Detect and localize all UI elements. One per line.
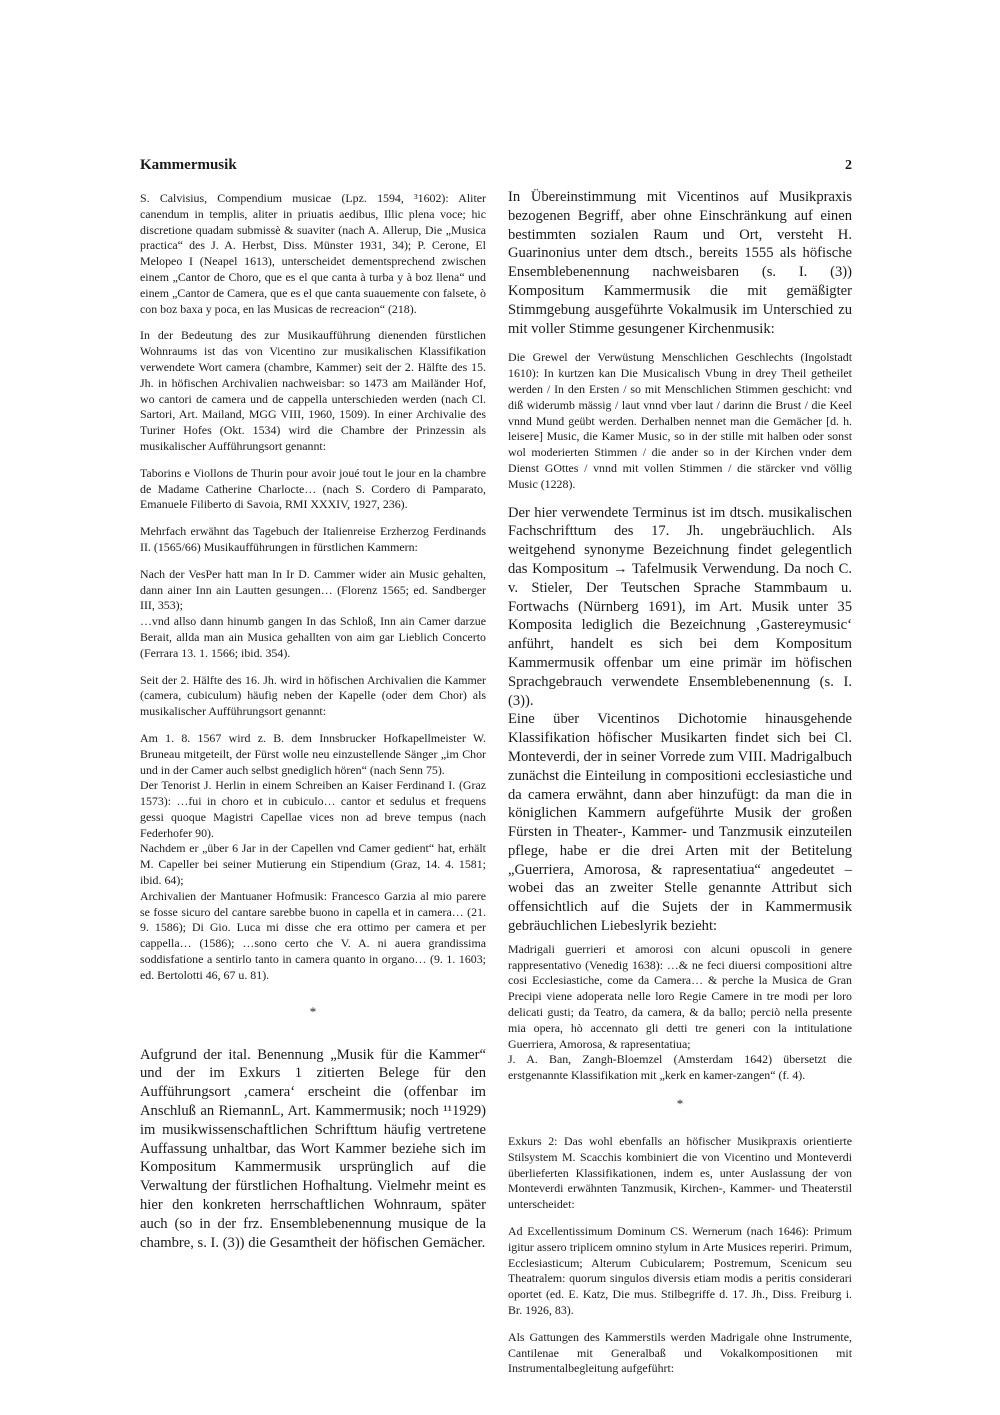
paragraph-camera-meaning: In der Bedeutung des zur Musikaufführung dienenden fürstlichen Wohnraums ist das von Vicentino zur musikalischen Klassifikation verwendete Wort camera (chambre, Kammer) seit der 2. Hälfte des 15. Jh. in höfischen Archivalien nachweisbar: so 1473 am Mailänder Hof, wo cantori de camera und de cappella unterschieden werden (nach Cl. Sartori, Art. Mailand, MGG VIII, 1960, 1509). In einer Archivalie des Turiner Hofes (Okt. 1534) wird die Chambre der Prinzessin als musikalischer Aufführungsort genannt: — [140, 328, 486, 453]
section-divider: * — [309, 1003, 317, 1019]
paragraph-terminus: Der hier verwendete Terminus ist im dtsch. musikalischen Fachschrifttum des 17. Jh. ungebräuchlich. Als weitgehend synonyme Bezeichnung findet gelegentlich das Kompositum → Tafelmusik Verwendung. Da noch C. v. Stieler, Der Teutschen Sprache Stammbaum u. Fortwachs (Nürnberg 1691), im Art. Musik unter 35 Komposita lediglich die Bezeichnung ‚Gastereymusic‘ anführt, handelt es sich bei dem Kompositum Kammermusik offenbar um eine primär im höfischen Sprachgebrauch verwendete Ensemblebenennung (s. I. (3)). — [508, 504, 852, 709]
quote-florenz: Nach der VesPer hatt man In Ir D. Cammer wider ain Music gehalten, dann ainer Inn ain Lautten gesungen… (Florenz 1565; ed. Sandberger III, 353); — [140, 566, 486, 613]
quote-bruneau: Am 1. 8. 1567 wird z. B. dem Innsbrucker Hofkapellmeister W. Bruneau mitgeteilt, der Fürst wolle neu einzustellende Sänger „im Chor und in der Camer auch selbst gnediglich hören“ (nach Senn 75). — [140, 730, 486, 777]
section-divider: * — [676, 1096, 684, 1112]
paragraph-gattungen: Als Gattungen des Kammerstils werden Madrigale ohne Instrumente, Cantilenae mit Generalbaß und Vokalkompositionen mit Instrumentalbegleitung aufgeführt: — [508, 1329, 852, 1376]
running-title: Kammermusik — [140, 157, 237, 173]
right-column — [508, 188, 852, 1377]
quote-ban: J. A. Ban, Zangh-Bloemzel (Amsterdam 1642) übersetzt die erstgenannte Klassifikation mit „kerk en kamer-zangen“ (f. 4). — [508, 1052, 852, 1083]
paragraph-guarinonius: In Übereinstimmung mit Vicentinos auf Musikpraxis bezogenen Begriff, aber ohne Einschränkung auf einen bestimmten sozialen Raum und Ort, versteht H. Guarinonius unter dem dtsch., bereits 1555 als höfische Ensemblebenennung nachweisbaren (s. I. (3)) Kompositum Kammermusik die mit gemäßigter Stimmgebung ausgeführte Vokalmusik im Unterschied zu mit voller Stimme gesungener Kirchenmusik: — [508, 189, 852, 337]
paragraph-kammer-kapelle: Seit der 2. Hälfte des 16. Jh. wird in höfischen Archivalien die Kammer (camera, cubiculum) häufig neben der Kapelle (oder dem Chor) als musikalischer Aufführungsort genannt: — [140, 672, 486, 719]
quote-grewel: Die Grewel der Verwüstung Menschlichen Geschlechts (Ingolstadt 1610): In kurtzen kan Die Musicalisch Vbung in drey Theil getheilet werden / In den Ersten / so mit Menschlichen Stimmen geschicht: vnd diß widerumb mässig / laut vnnd vber laut / darinn die Brust / die Keel vnnd Mund geübt werden. Derhalben nennet man die Gemächer [d. h. leisere] Music, die Kamer Music, so in der stille mit halben oder sonst wol moderierten Stimmen / die ander so in der Kirchen vnder dem Dienst GOttes / vnnd mit vollen Stimmen / die stärcker vnd völlig Music (1228). — [508, 350, 852, 491]
paragraph-exkurs-2: Exkurs 2: Das wohl ebenfalls an höfischer Musikpraxis orientierte Stilsystem M. Scacchis kombiniert die von Vicentino und Monteverdi überlieferten Klassifikationen, indem es, unter Auslassung der von Monteverdi erwähnten Tanzmusik, Kirchen-, Kammer- und Theaterstil unterscheidet: — [508, 1134, 852, 1212]
paragraph-monteverdi: Eine über Vicentinos Dichotomie hinausgehende Klassifikation höfischer Musikarten findet sich bei Cl. Monteverdi, der in seiner Vorrede zum VIII. Madrigalbuch zunächst die Einteilung in compositioni ecclesiastiche und da camera erwähnt, dann aber hinzufügt: da man die in königlichen Kammern aufgeführte Musik der großen Fürsten in Theater-, Kammer- und Tanzmusik einzuteilen pflege, habe er die drei Arten mit der Betitelung „Guerriera, Amorosa, & rapresentatiua“ angedeutet – wobei das an zweiter Stelle genannte Attribut sich offensichtlich auf die Sujets der in Kammermusik gebräuchlichen Liebeslyrik bezieht: — [508, 711, 852, 935]
left-column — [140, 191, 486, 1252]
quote-madrigali: Madrigali guerrieri et amorosi con alcuni opuscoli in genere rappresentativo (Venedig 1638): …& ne feci diuersi compositioni altre cosi Ecclesiastiche, come da Camera… & perche la Musica de Gran Precipi viene adoperata nelle loro Regie Camere in tre modi per loro delicati gusti; da Teatro, da camera, & da ballo; perciò nella presente mia opera, hò accennato gli detti tre generi con la intitulatione Guerriera, Amorosa, & rapresentatiua; — [508, 941, 852, 1051]
quote-ferrara: …vnd allso dann hinumb gangen In das Schloß, Inn ain Camer darzue Berait, allda man ain Musica gehallten von aim gar Lieblich Concerto (Ferrara 13. 1. 1566; ibid. 354). — [140, 614, 486, 660]
quote-capeller: Nachdem er „über 6 Jar in der Capellen vnd Camer gedient“ hat, erhält M. Capeller bei seiner Mutierung ein Stipendium (Graz, 14. 4. 1581; ibid. 64); — [140, 841, 486, 888]
quote-herlin: Der Tenorist J. Herlin in einem Schreiben an Kaiser Ferdinand I. (Graz 1573): …fui in choro et in cubiculo… cantor et sedulus et frequens gessi quoque Magistri Capellae vices non ad breve tempus (nach Federhofer 90). — [140, 778, 486, 840]
page-number: 2 — [845, 158, 852, 173]
paragraph-aufgrund: Aufgrund der ital. Benennung „Musik für die Kammer“ und der im Exkurs 1 zitierten Belege für den Aufführungsort ‚camera‘ erscheint die (offenbar im Anschluß an RiemannL, Art. Kammermusik; noch ¹¹1929) im musikwissenschaftlichen Schrifttum häufig vertretene Auffassung unhaltbar, das Wort Kammer beziehe sich im Kompositum Kammermusik ursprünglich auf die Verwaltung der fürstlichen Hofhaltung. Vielmehr meint es hier den konkreten herrschaftlichen Wohnraum, später auch (so in der frz. Ensemblebenennung musique de la chambre, s. I. (3)) die Gesamtheit der höfischen Gemächer. — [140, 1046, 486, 1251]
quote-scacchi: Ad Excellentissimum Dominum CS. Wernerum (nach 1646): Primum igitur assero triplicem omnino stylum in Arte Musices reperiri. Primum, Ecclesiasticum; Alterum Cubicularem; Postremum, Scenicum seu Theatralem: quorum singulos diversis etiam modis a peritis considerari oportet (ed. E. Katz, Die mus. Stilbegriffe d. 17. Jh., Diss. Freiburg i. Br. 1926, 83). — [508, 1224, 852, 1318]
quote-mantua: Archivalien der Mantuaner Hofmusik: Francesco Garzia al mio parere se fosse sicuro del cantare sarebbe buono in capella et in camera… (21. 9. 1586); Di Gio. Luca mi disse che era ottimo per camera et per cappella… (1586); …sono certo che V. A. ni auera grandissima soddisfatione a sentirlo tanto in camera quanto in organo… (9. 1. 1603; ed. Bertolotti 46, 67 u. 81). — [140, 888, 486, 982]
paragraph-ferdinand: Mehrfach erwähnt das Tagebuch der Italienreise Erzherzog Ferdinands II. (1565/66) Musikaufführungen in fürstlichen Kammern: — [140, 524, 486, 554]
quote-calvisius: S. Calvisius, Compendium musicae (Lpz. 1594, ³1602): Aliter canendum in templis, aliter in priuatis aedibus, Illic plena voce; hic discretione quadam submissè & suaviter (nach A. Allerup, Die „Musica practica“ des J. A. Herbst, Diss. Münster 1931, 34); P. Cerone, El Melopeo I (Neapel 1613), unterscheidet dementsprechend zwischen einem „Cantor de Choro, que es el que canta à turba y à boz llena“ und einem „Cantor de Camera, que es el que canta suaueme​nte con falsete, ò con boz baxa y poca, en las Musicas de recreacion“ (218). — [140, 191, 486, 316]
quote-turin: Taborins e Viollons de Thurin pour avoir joué tout le jour en la chambre de Madame Catherine Charlocte… (nach S. Cordero di Pamparato, Emanuele Filiberto di Savoia, RMI XXXIV, 1927, 236). — [140, 465, 486, 512]
